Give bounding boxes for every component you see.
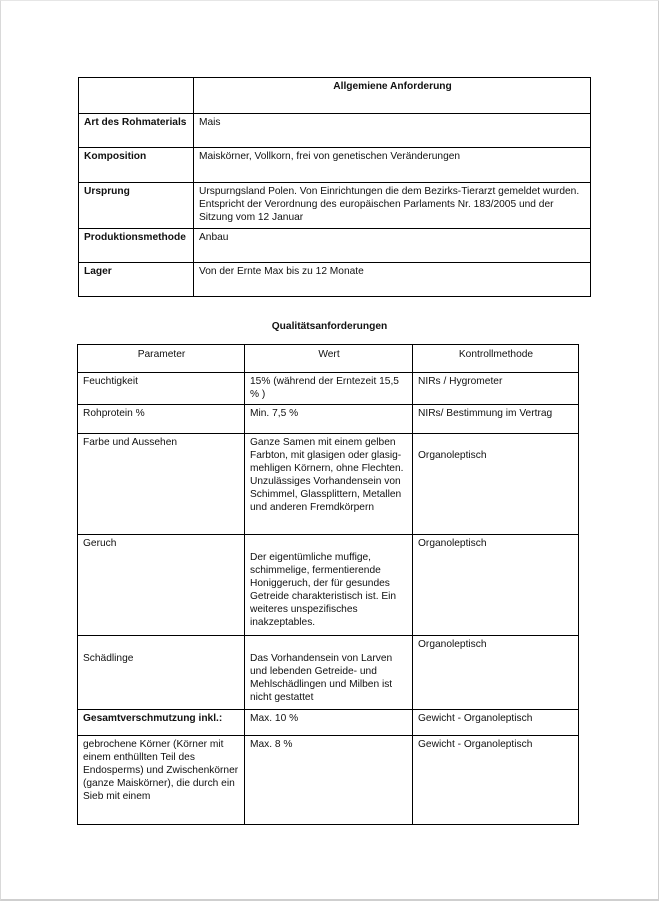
quality-title: Qualitätsanforderungen — [271, 321, 388, 332]
methode-cell: Gewicht - Organoleptisch — [413, 736, 579, 825]
methode-cell: NIRs / Hygrometer — [413, 373, 579, 405]
param-cell: Geruch — [78, 535, 245, 636]
param-cell: Gesamtverschmutzung inkl.: — [78, 710, 245, 736]
row-value: Mais — [194, 114, 591, 148]
general-requirements-table — [78, 77, 591, 297]
param-cell: Schädlinge — [78, 636, 245, 710]
methode-cell: NIRs/ Bestimmung im Vertrag — [413, 405, 579, 434]
general-heading: Allgemiene Anforderung — [194, 78, 591, 114]
wert-cell: 15% (während der Erntezeit 15,5 % ) — [245, 373, 413, 405]
methode-cell: Organoleptisch — [413, 434, 579, 535]
wert-cell: Max. 8 % — [245, 736, 413, 825]
header-parameter: Parameter — [78, 345, 245, 373]
row-label: Ursprung — [79, 183, 194, 229]
param-cell: Farbe und Aussehen — [78, 434, 245, 535]
row-value: Anbau — [194, 229, 591, 263]
wert-cell: Max. 10 % — [245, 710, 413, 736]
row-value: Urspurngsland Polen. Von Einrichtungen die dem Bezirks-Tierarzt gemeldet wurden. Entspricht der Verordnung des europäischen Parlaments Nr. 183/2005 und der Sitzung vom 12 Januar — [194, 183, 591, 229]
row-label: Art des Rohmaterials — [79, 114, 194, 148]
methode-cell: Organoleptisch — [413, 535, 579, 636]
wert-cell: Das Vorhandensein von Larven und lebenden Getreide- und Mehlschädlingen und Milben ist nicht gestattet — [245, 636, 413, 710]
param-cell: Feuchtigkeit — [78, 373, 245, 405]
methode-cell: Gewicht - Organoleptisch — [413, 710, 579, 736]
row-label: Komposition — [79, 148, 194, 183]
header-kontrollmethode: Kontrollmethode — [413, 345, 579, 373]
row-label: Produktionsmethode — [79, 229, 194, 263]
header-wert: Wert — [245, 345, 413, 373]
quality-requirements-table — [77, 344, 579, 825]
wert-cell: Ganze Samen mit einem gelben Farbton, mit glasigen oder glasig-mehligen Körnern, ohne Flechten. Unzulässiges Vorhandensein von Schimmel, Glassplittern, Metallen und anderen Fremdkörpern — [245, 434, 413, 535]
methode-cell: Organoleptisch — [413, 636, 579, 710]
wert-cell: Der eigentümliche muffige, schimmelige, fermentierende Honiggeruch, der für gesundes Getreide charakteristisch ist. Ein weiteres unspezifisches inakzeptables. — [245, 535, 413, 636]
param-cell: gebrochene Körner (Körner mit einem enthüllten Teil des Endosperms) und Zwischenkörner (ganze Maiskörner), die durch ein Sieb mit einem — [78, 736, 245, 825]
param-cell: Rohprotein % — [78, 405, 245, 434]
row-label: Lager — [79, 263, 194, 297]
wert-cell: Min. 7,5 % — [245, 405, 413, 434]
row-value: Von der Ernte Max bis zu 12 Monate — [194, 263, 591, 297]
row-value: Maiskörner, Vollkorn, frei von genetischen Veränderungen — [194, 148, 591, 183]
